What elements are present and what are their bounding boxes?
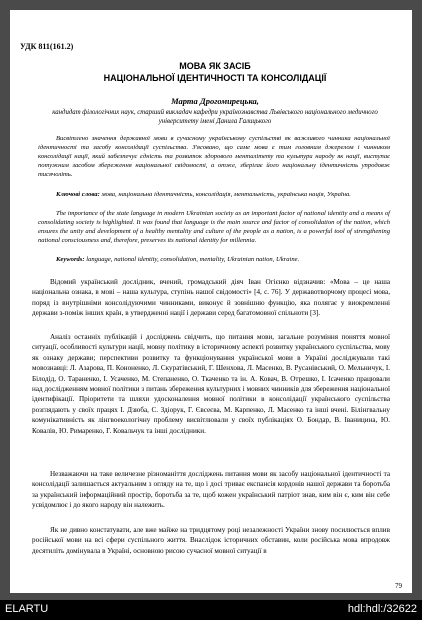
keywords-label: Ключові слова: xyxy=(56,191,100,198)
keywords-text: мова, національна ідентичність, консолідація, ментальність, українська нація, Україна. xyxy=(101,191,351,198)
article-title-line2: НАЦІОНАЛЬНОЇ ІДЕНТИЧНОСТІ ТА КОНСОЛІДАЦІЇ xyxy=(103,73,327,83)
author-name: Марта Дрогомирецька, xyxy=(171,96,259,106)
body-paragraph: Як не дивно констатувати, але вже майже на тридцятому році незалежності України знову посилюється вплив російської мови на всі сфери суспільного життя. Внаслідок історичних обставин, коли російська мова впродовж десятиліть домінувала в Україні, основною рисою сучасної мовної ситуації в xyxy=(32,526,390,555)
article-title-line1: МОВА ЯК ЗАСІБ xyxy=(179,61,251,71)
abstract-ukrainian: Висвітлено значення державної мови в сучасному українському суспільстві як важливого чинника національної ідентичності та засобу консолідації суспільства. З'ясовано, що саме мова є тим головним джерелом і чинником консолідації нації, який забезпечує єдність та розвиток здорового менталітету та культури народу як нації, виступає потужним засобом збереження національної свідомості, а отже, зберігає його національну ідентичність упродовж тисячоліть. xyxy=(38,135,390,178)
body-paragraph: Аналіз останніх публікацій і досліджень свідчить, що питання мови, загальне розуміння поняття мовної ситуації, особливості культури нації, мовну політику в історичному аспекті розвитку українського суспільства, мову як ознаку держави; перспективи розвитку та функціонування української мови в Україні досліджували такі мовознавці: Л. Азарова, П. Кононенко, Л. Скуратівський, Г. Шенхова, Л. Масенко, В. Русанівський, О. Мельничук, І. Білодід, О. Тараненко, І. Усаченко, М. Степаненко, О. Ткаченко та ін. А. Ковач, В. Отрешко, І. Ісаченко працювали над дослідженням мовної політики з питань збереження культурних і мовних чинників для збереження національної ідентифікації. Пріоритети та шляхи удосконалення мовної політики в консолідації українського суспільства розглядають у своїх працях І. Дзюба, С. Здіорук, Г. Євсеєва, М. Карпенко, Л. Масенко та інші вчені. Білінгвальну комунікативність як лінгвоекологічну проблему висвітлювали у своїх публікаціях О. Бондар, В. Іваницина, Ю. Ковалів, Ю. Римаренко, Г. Ковальчук та інші дослідники. xyxy=(32,333,390,435)
abstract-english: The importance of the state language in modern Ukrainian society as an important factor of national identity and a means of consolidating society is highlighted. It was found that language is the main source and factor of consolidation of the nation, which ensures the unity and development of a healthy mentality and culture of the people as a nation, is a powerful tool of strengthening national consciousness and, therefore, preserves its national identity for millennia. xyxy=(38,210,390,244)
keywords-english xyxy=(38,255,390,264)
author-affiliation: кандидат філологічних наук, старший викладач кафедри українознавства Львівського національного медичного університету імені Данила Галицького xyxy=(52,109,378,126)
body-paragraph: Незважаючи на таке величезне різноманіття досліджень питання мови як засобу національної ідентичності та консолідації залишається актуальним з огляду на те, що і досі триває експансія кордонів нашої держави та боротьба за український інформаційний простір, боротьба за те, щоб кожен український патріот знав, ким він є, ким він себе усвідомлює і до якого народу він належить. xyxy=(32,470,390,510)
handle-identifier: hdl:hdl:/32622 xyxy=(347,603,417,615)
udc-code: УДК 811(161.2) xyxy=(20,42,74,51)
page-number: 79 xyxy=(395,582,402,590)
repository-footer-bar xyxy=(0,600,422,620)
keywords-text: language, national identity, consolidation, mentality, Ukrainian nation, Ukraine. xyxy=(86,256,300,263)
body-paragraph: Відомий український дослідник, вчений, громадський діяч Іван Огієнко відзначив: «Мова – це наша національна ознака, в мові – наша культура, ступінь нашої свідомості» [4, с. 76]. У державотворчому процесі мова, поряд із внутрішніми консолідуючими чинниками, виконує й зовнішню функцію, яка полягає у виокремленні держави з-поміж інших країн, в утвердженні нації і держави серед багатомовної спільноти [3]. xyxy=(32,278,390,318)
keywords-label: Keywords: xyxy=(56,256,85,263)
keywords-ukrainian xyxy=(38,190,390,199)
document-page xyxy=(10,10,412,593)
repository-name: ELARTU xyxy=(5,603,49,615)
